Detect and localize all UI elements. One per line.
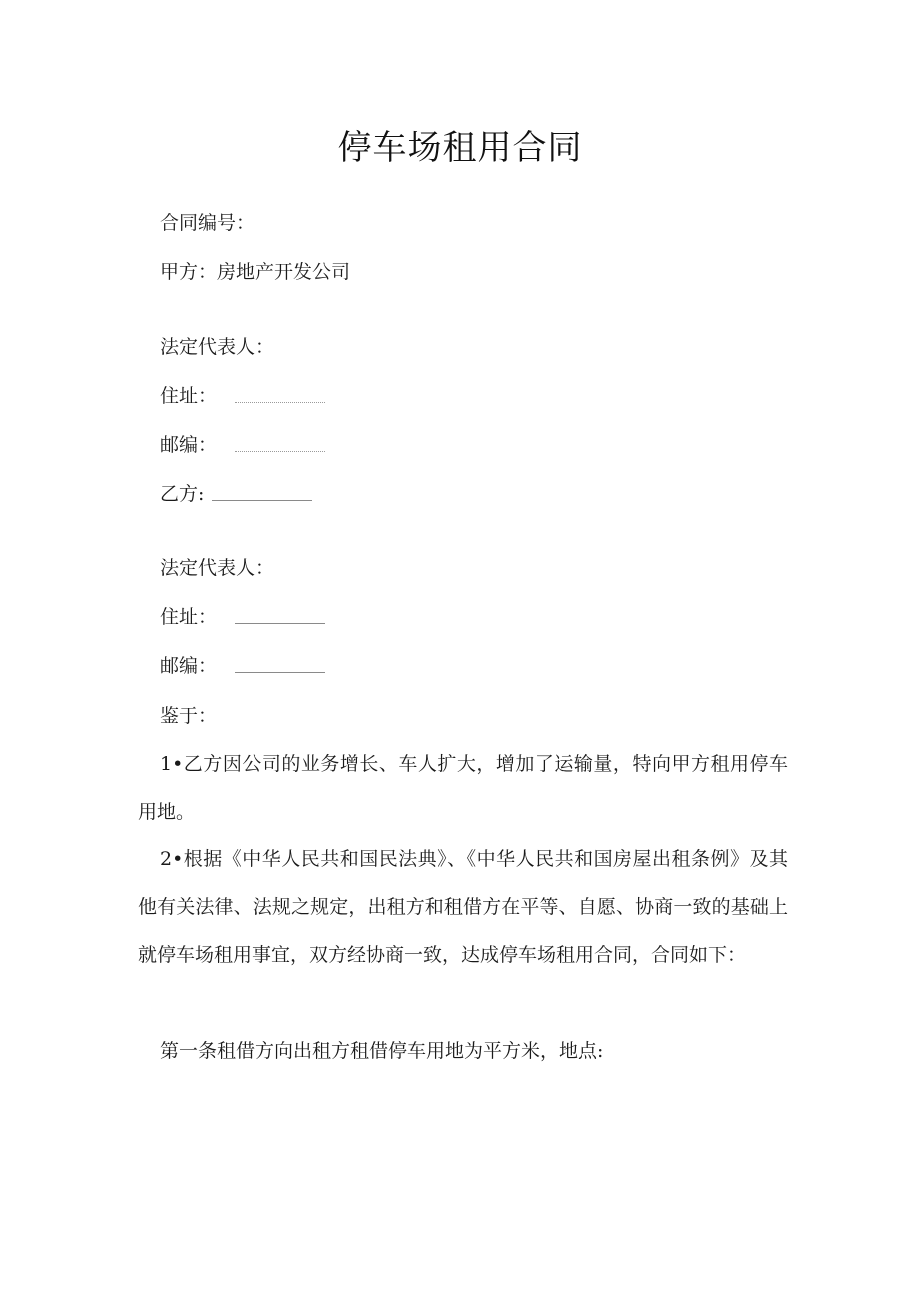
clause-1-paragraph: 1•乙方因公司的业务增长、车人扩大，增加了运输量，特向甲方租用停车用地。 xyxy=(138,753,788,823)
document-title: 停车场租用合同 xyxy=(337,128,583,168)
party-b-label: 乙方: xyxy=(160,483,205,505)
party-b-row xyxy=(160,481,312,507)
party-b-address-blank xyxy=(235,622,325,624)
party-b-postcode-label: 邮编： xyxy=(160,655,218,677)
party-b-postcode-row xyxy=(160,653,325,679)
party-a-address-row xyxy=(160,383,325,409)
clause-2-paragraph: 2•根据《中华人民共和国民法典》、《中华人民共和国房屋出租条例》及其他有关法律、法规之规定，出租方和租借方在平等、自愿、协商一致的基础上就停车场租用事宜，双方经协商一致，达成停车场租用合同，合同如下： xyxy=(138,848,788,966)
party-b-blank xyxy=(212,499,312,501)
party-b-address-row xyxy=(160,604,325,630)
party-b-postcode-blank xyxy=(235,671,325,673)
whereas-label: 鉴于： xyxy=(160,705,218,727)
contract-number-label: 合同编号： xyxy=(160,212,256,234)
party-a-representative: 法定代表人： xyxy=(160,336,275,358)
party-a-postcode-label: 邮编： xyxy=(160,434,218,456)
article-1-paragraph: 第一条租借方向出租方租借停车用地为平方米，地点: xyxy=(160,1040,604,1062)
party-a-postcode-row xyxy=(160,432,325,458)
party-a-address-blank xyxy=(235,401,325,403)
party-a-address-label: 住址： xyxy=(160,385,218,407)
party-b-address-label: 住址： xyxy=(160,606,218,628)
party-a-postcode-blank xyxy=(235,450,325,452)
party-b-representative: 法定代表人： xyxy=(160,557,275,579)
party-a-line: 甲方：房地产开发公司 xyxy=(160,261,351,283)
